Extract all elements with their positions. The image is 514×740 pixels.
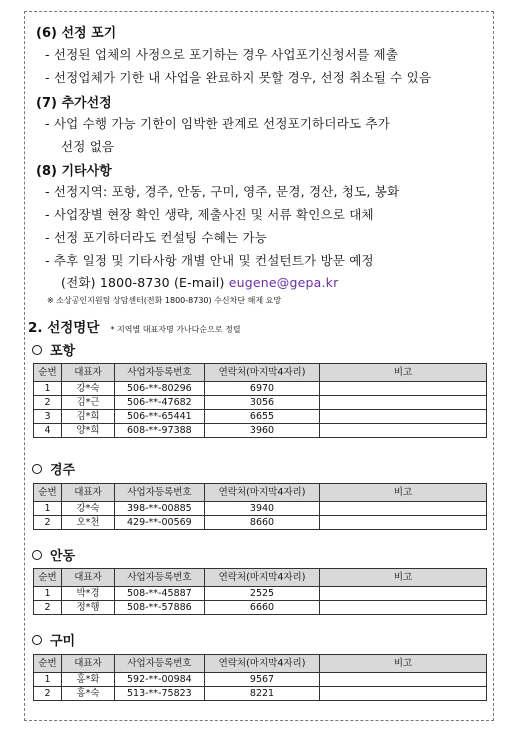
cell-rep: 김*희 xyxy=(62,410,115,424)
table-andong xyxy=(33,568,487,615)
cell-no: 2 xyxy=(34,601,62,615)
header-no: 순번 xyxy=(34,364,62,382)
contact-text: (전화) 1800-8730 (E-mail) xyxy=(61,275,229,290)
header-phone: 연락처(마지막4자리) xyxy=(205,569,320,587)
cell-rep: 오*천 xyxy=(62,516,115,530)
cell-biz: 508-**-45887 xyxy=(115,587,205,601)
cell-note xyxy=(320,382,487,396)
cell-biz: 592-**-00984 xyxy=(115,673,205,687)
table-pohang xyxy=(33,363,487,438)
cell-no: 1 xyxy=(34,587,62,601)
table-header-row xyxy=(34,484,487,502)
cell-phone: 6660 xyxy=(205,601,320,615)
table-header-row xyxy=(34,569,487,587)
section-6-heading: (6) 선정 포기 xyxy=(36,26,117,41)
table-gyeongju xyxy=(33,483,487,530)
section-8-line: - 사업장별 현장 확인 생략, 제출사진 및 서류 확인으로 대체 xyxy=(45,207,374,222)
section-8-line: - 선정 포기하더라도 컨설팅 수혜는 가능 xyxy=(45,230,267,245)
table-row xyxy=(34,516,487,530)
header-biz: 사업자등록번호 xyxy=(115,569,205,587)
cell-no: 4 xyxy=(34,424,62,438)
cell-biz: 508-**-57886 xyxy=(115,601,205,615)
header-note: 비고 xyxy=(320,655,487,673)
section-8-heading: (8) 기타사항 xyxy=(36,164,112,179)
circle-bullet-icon xyxy=(32,635,42,645)
email-link[interactable]: eugene@gepa.kr xyxy=(228,275,339,290)
list-heading: 2. 선정명단 xyxy=(28,320,100,336)
circle-bullet-icon xyxy=(32,550,42,560)
region-heading: 경주 xyxy=(32,459,75,478)
section-6-line: - 선정업체가 기한 내 사업을 완료하지 못할 경우, 선정 취소될 수 있음 xyxy=(45,70,432,85)
section-8-line: - 추후 일정 및 기타사항 개별 안내 및 컨설턴트가 방문 예정 xyxy=(45,253,374,268)
cell-biz: 506-**-80296 xyxy=(115,382,205,396)
cell-no: 1 xyxy=(34,502,62,516)
header-rep: 대표자 xyxy=(62,364,115,382)
header-phone: 연락처(마지막4자리) xyxy=(205,484,320,502)
header-phone: 연락처(마지막4자리) xyxy=(205,364,320,382)
header-rep: 대표자 xyxy=(62,655,115,673)
section-7-line: - 사업 수행 가능 기한이 임박한 관계로 선정포기하더라도 추가 xyxy=(45,116,390,131)
header-no: 순번 xyxy=(34,569,62,587)
cell-phone: 3940 xyxy=(205,502,320,516)
cell-note xyxy=(320,516,487,530)
cell-rep: 양*희 xyxy=(62,424,115,438)
table-row xyxy=(34,382,487,396)
header-note: 비고 xyxy=(320,484,487,502)
cell-note xyxy=(320,396,487,410)
cell-phone: 6655 xyxy=(205,410,320,424)
cell-phone: 3960 xyxy=(205,424,320,438)
cell-phone: 3056 xyxy=(205,396,320,410)
cell-rep: 홍*숙 xyxy=(62,687,115,701)
table-header-row xyxy=(34,655,487,673)
cell-note xyxy=(320,502,487,516)
header-biz: 사업자등록번호 xyxy=(115,484,205,502)
cell-phone: 9567 xyxy=(205,673,320,687)
region-heading: 포항 xyxy=(32,340,75,359)
cell-biz: 398-**-00885 xyxy=(115,502,205,516)
cell-rep: 김*근 xyxy=(62,396,115,410)
header-rep: 대표자 xyxy=(62,484,115,502)
contact-line xyxy=(61,273,338,291)
table-gumi xyxy=(33,654,487,701)
cell-no: 2 xyxy=(34,396,62,410)
cell-biz: 608-**-97388 xyxy=(115,424,205,438)
cell-no: 3 xyxy=(34,410,62,424)
list-subnote: * 지역별 대표자명 가나다순으로 정렬 xyxy=(110,325,241,334)
header-note: 비고 xyxy=(320,364,487,382)
cell-rep: 박*경 xyxy=(62,587,115,601)
cell-note xyxy=(320,601,487,615)
cell-biz: 513-**-75823 xyxy=(115,687,205,701)
header-phone: 연락처(마지막4자리) xyxy=(205,655,320,673)
header-no: 순번 xyxy=(34,655,62,673)
cell-rep: 정*행 xyxy=(62,601,115,615)
cell-rep: 강*숙 xyxy=(62,382,115,396)
cell-phone: 8221 xyxy=(205,687,320,701)
header-biz: 사업자등록번호 xyxy=(115,364,205,382)
section-7-line: 선정 없음 xyxy=(61,139,115,154)
cell-rep: 홍*화 xyxy=(62,673,115,687)
cell-note xyxy=(320,424,487,438)
region-heading: 안동 xyxy=(32,545,75,564)
circle-bullet-icon xyxy=(32,345,42,355)
table-row xyxy=(34,601,487,615)
circle-bullet-icon xyxy=(32,464,42,474)
cell-note xyxy=(320,687,487,701)
cell-phone: 6970 xyxy=(205,382,320,396)
list-heading-row xyxy=(28,316,241,336)
table-row xyxy=(34,587,487,601)
region-heading: 구미 xyxy=(32,630,75,649)
cell-biz: 506-**-65441 xyxy=(115,410,205,424)
header-biz: 사업자등록번호 xyxy=(115,655,205,673)
table-row xyxy=(34,673,487,687)
cell-note xyxy=(320,410,487,424)
table-row xyxy=(34,687,487,701)
cell-phone: 8660 xyxy=(205,516,320,530)
table-row xyxy=(34,424,487,438)
cell-no: 1 xyxy=(34,382,62,396)
header-note: 비고 xyxy=(320,569,487,587)
cell-biz: 429-**-00569 xyxy=(115,516,205,530)
cell-phone: 2525 xyxy=(205,587,320,601)
cell-no: 1 xyxy=(34,673,62,687)
header-no: 순번 xyxy=(34,484,62,502)
table-header-row xyxy=(34,364,487,382)
notice-text: ※ 소상공인지원팀 상담센터(전화 1800-8730) 수신차단 해제 요망 xyxy=(47,296,282,305)
cell-no: 2 xyxy=(34,516,62,530)
cell-biz: 506-**-47682 xyxy=(115,396,205,410)
section-6-line: - 선정된 업체의 사정으로 포기하는 경우 사업포기신청서를 제출 xyxy=(45,47,399,62)
cell-rep: 강*숙 xyxy=(62,502,115,516)
cell-note xyxy=(320,587,487,601)
header-rep: 대표자 xyxy=(62,569,115,587)
table-row xyxy=(34,396,487,410)
cell-no: 2 xyxy=(34,687,62,701)
table-row xyxy=(34,410,487,424)
section-7-heading: (7) 추가선정 xyxy=(36,96,112,111)
section-8-line: - 선정지역: 포항, 경주, 안동, 구미, 영주, 문경, 경산, 청도, 봉화 xyxy=(45,184,400,199)
table-row xyxy=(34,502,487,516)
cell-note xyxy=(320,673,487,687)
